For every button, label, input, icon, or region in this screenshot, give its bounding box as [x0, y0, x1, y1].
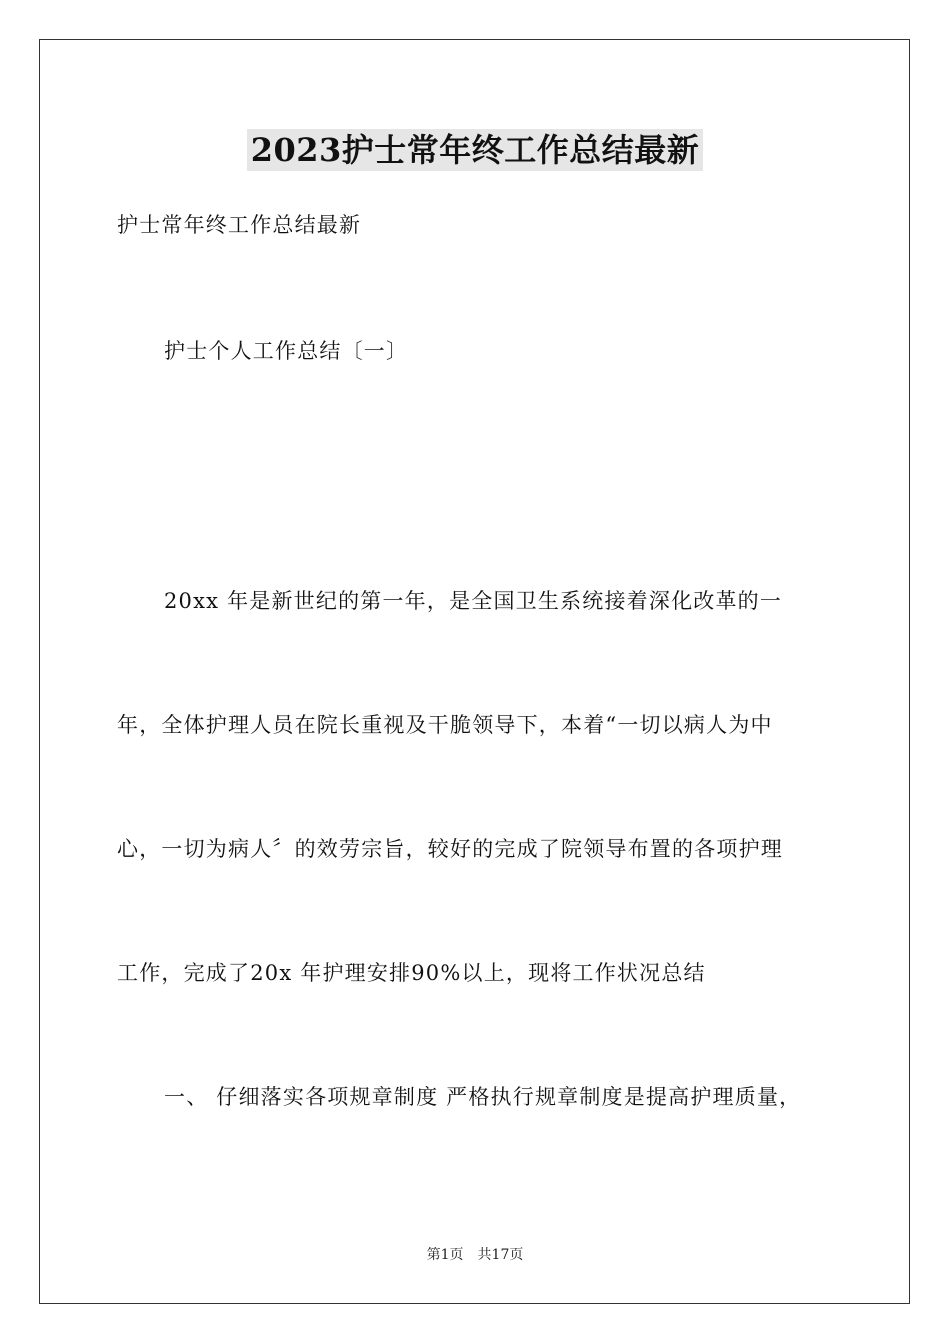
- body-line: 工作，完成了20x 年护理安排90%以上，现将工作状况总结: [117, 961, 706, 985]
- document-subtitle: 护士常年终工作总结最新: [117, 213, 362, 237]
- body-line: 年，全体护理人员在院长重视及干脆领导下，本着“一切以病人为中: [117, 713, 773, 737]
- page-number: 第1页: [426, 1247, 464, 1263]
- section-heading: 护士个人工作总结〔一〕: [164, 339, 409, 363]
- document-title: [0, 127, 950, 173]
- document-title-text: 2023护士常年终工作总结最新: [247, 129, 704, 171]
- body-line: 20xx 年是新世纪的第一年，是全国卫生系统接着深化改革的一: [164, 589, 783, 613]
- body-line: 一、 仔细落实各项规章制度 严格执行规章制度是提高护理质量，: [164, 1085, 802, 1109]
- page-total: 共17页: [477, 1247, 524, 1263]
- body-line: 心，一切为病人〞的效劳宗旨，较好的完成了院领导布置的各项护理: [117, 837, 783, 861]
- page-footer: [0, 1245, 950, 1265]
